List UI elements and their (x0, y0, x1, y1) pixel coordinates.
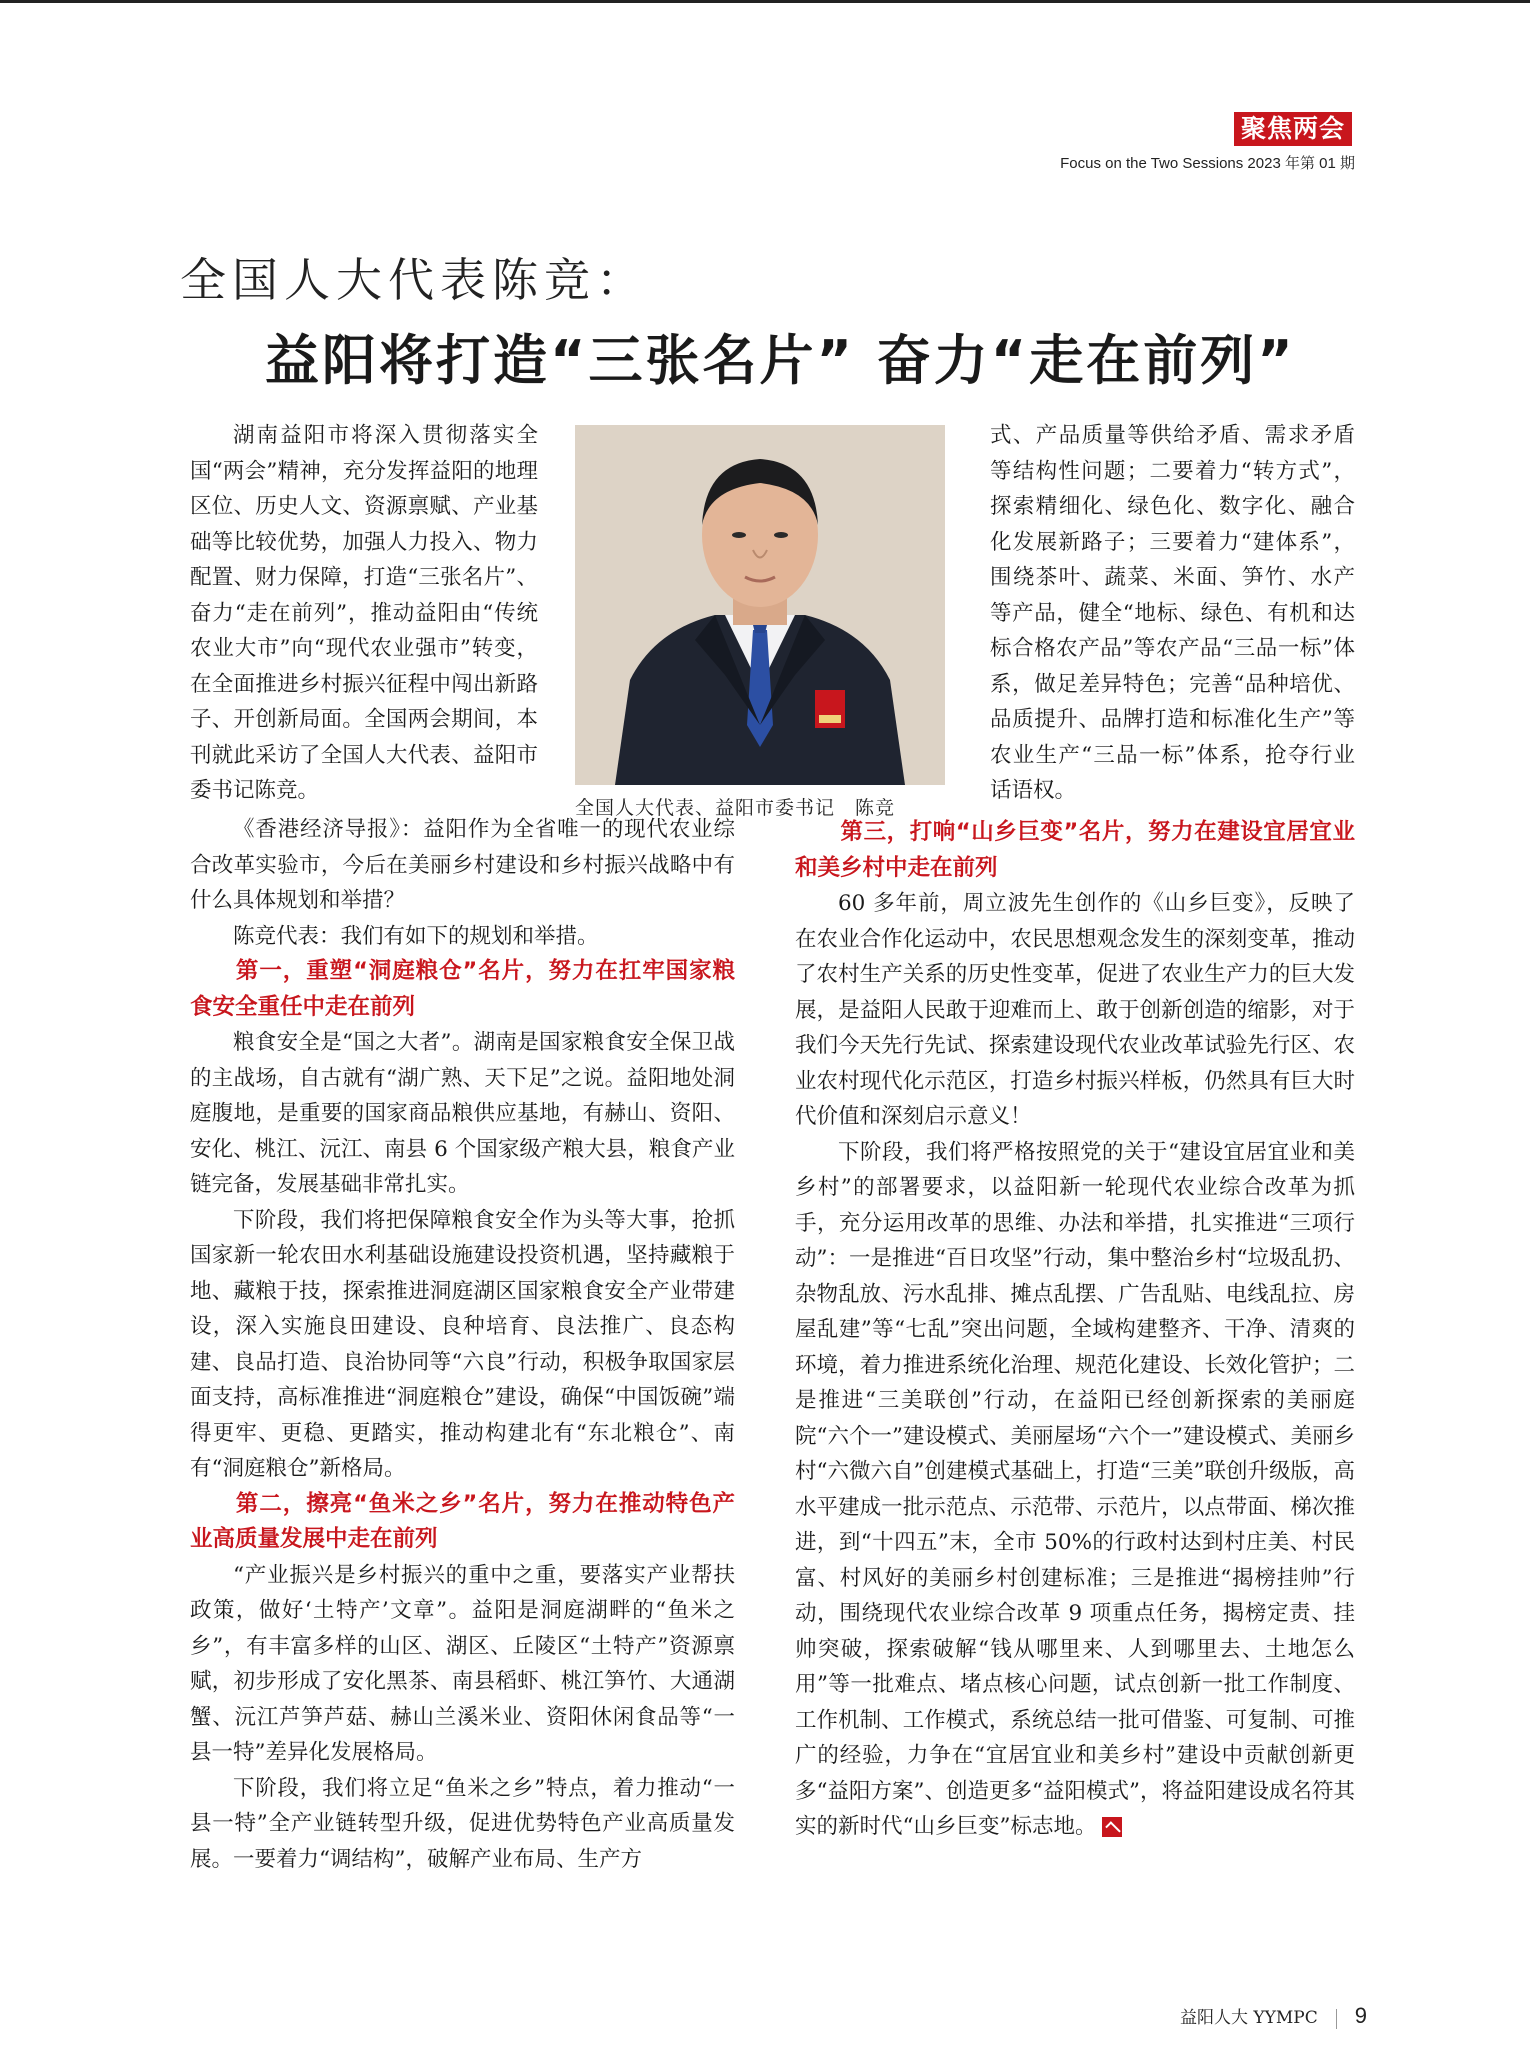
paragraph-second-a: “产业振兴是乡村振兴的重中之重，要落实产业帮扶政策，做好‘土特产’文章”。益阳是洞庭湖畔的“鱼米之乡”，有丰富多样的山区、湖区、丘陵区“土特产”资源禀赋，初步形成了安化黑茶、南县稻虾、桃江笋竹、大通湖蟹、沅江芦笋芦菇、赫山兰溪米业、资阳休闲食品等“一县一特”差异化发展格局。 (190, 1562, 735, 1765)
paragraph-first-a: 粮食安全是“国之大者”。湖南是国家粮食安全保卫战的主战场，自古就有“湖广熟、天下足”之说。益阳地处洞庭腹地，是重要的国家商品粮供应基地，有赫山、资阳、安化、桃江、沅江、南县 6 个国家级产粮大县，粮食产业链完备，发展基础非常扎实。 (190, 1030, 735, 1197)
article-title-line2: 益阳将打造“三张名片” 奋力“走在前列” (265, 329, 1296, 392)
issue-subtitle: Focus on the Two Sessions 2023 年第 01 期 (1060, 155, 1355, 172)
paragraph-third-b: 下阶段，我们将严格按照党的关于“建设宜居宜业和美乡村”的部署要求，以益阳新一轮现代农业综合改革为抓手，充分运用改革的思维、办法和举措，扎实推进“三项行动”：一是推进“百日攻坚”行动，集中整治乡村“垃圾乱扔、杂物乱放、污水乱排、摊点乱摆、广告乱贴、电线乱拉、房屋乱建”等“七乱”突出问题，全域构建整齐、干净、清爽的环境，着力推进系统化治理、规范化建设、长效化管护；二是推进“三美联创”行动，在益阳已经创新探索的美丽庭院“六个一”建设模式、美丽屋场“六个一”建设模式、美丽乡村“六微六自”创建模式基础上，打造“三美”联创升级版，高水平建成一批示范点、示范带、示范片，以点带面、梯次推进，到“十四五”末，全市 50%的行政村达到村庄美、村民富、村风好的美丽乡村创建标准；三是推进“揭榜挂帅”行动，围绕现代农业综合改革 9 项重点任务，揭榜定责、挂帅突破，探索破解“钱从哪里来、人到哪里去、土地怎么用”等一批难点、堵点核心问题，试点创新一批工作制度、工作机制、工作模式，系统总结一批可借鉴、可复制、可推广的经验，力争在“宜居宜业和美乡村”建设中贡献创新更多“益阳方案”、创造更多“益阳模式”，将益阳建设成名符其实的新时代“山乡巨变”标志地。 (795, 1139, 1355, 1839)
heading-second: 第二，擦亮“鱼米之乡”名片，努力在推动特色产业高质量发展中走在前列 (190, 1490, 735, 1552)
article-title-line1: 全国人大代表陈竞： (180, 253, 648, 307)
paragraph-second-b: 下阶段，我们将立足“鱼米之乡”特点，着力推动“一县一特”全产业链转型升级，促进优势特色产业高质量发展。一要着力“调结构”，破解产业布局、生产方 (190, 1775, 735, 1872)
left-column (190, 812, 735, 1877)
intro-paragraph: 湖南益阳市将深入贯彻落实全国“两会”精神，充分发挥益阳的地理区位、历史人文、资源禀赋、产业基础等比较优势，加强人力投入、物力配置、财力保障，打造“三张名片”、奋力“走在前列”，推动益阳由“传统农业大市”向“现代农业强市”转变，在全面推进乡村振兴征程中闯出新路子、开创新局面。全国两会期间，本刊就此采访了全国人大代表、益阳市委书记陈竞。 (190, 423, 538, 803)
paragraph-first-b: 下阶段，我们将把保障粮食安全作为头等大事，抢抓国家新一轮农田水利基础设施建设投资机遇，坚持藏粮于地、藏粮于技，探索推进洞庭湖区国家粮食安全产业带建设，深入实施良田建设、良种培育、良法推广、良态构建、良品打造、良治协同等“六良”行动，积极争取国家层面支持，高标准推进“洞庭粮仓”建设，确保“中国饭碗”端得更牢、更稳、更踏实，推动构建北有“东北粮仓”、南有“洞庭粮仓”新格局。 (190, 1207, 735, 1481)
end-of-article-icon (1102, 1817, 1122, 1837)
footer-divider (1336, 2009, 1337, 2029)
page-number: 9 (1354, 2003, 1367, 2028)
right-column (795, 418, 1355, 809)
publication-name: 益阳人大 YYMPC (1180, 2008, 1318, 2028)
top-rule (0, 0, 1530, 3)
heading-first: 第一，重塑“洞庭粮仓”名片，努力在扛牢国家粮食安全重任中走在前列 (190, 958, 735, 1020)
interview-answer: 陈竞代表：我们有如下的规划和举措。 (233, 923, 599, 949)
photo-caption: 全国人大代表、益阳市委书记 陈竞 (575, 797, 896, 819)
right-column-lower (795, 815, 1355, 1845)
interview-question: 《香港经济导报》：益阳作为全省唯一的现代农业综合改革实验市，今后在美丽乡村建设和乡村振兴战略中有什么具体规划和举措？ (190, 817, 735, 913)
page-footer (1180, 2003, 1367, 2029)
right-column-continuation: 式、产品质量等供给矛盾、需求矛盾等结构性问题；二要着力“转方式”，探索精细化、绿色化、数字化、融合化发展新路子；三要着力“建体系”，围绕茶叶、蔬菜、米面、笋竹、水产等产品，健全“地标、绿色、有机和达标合格农产品”等农产品“三品一标”体系，做足差异特色；完善“品种培优、品质提升、品牌打造和标准化生产”等农业生产“三品一标”体系，抢夺行业话语权。 (990, 423, 1355, 803)
paragraph-third-a: 60 多年前，周立波先生创作的《山乡巨变》，反映了在农业合作化运动中，农民思想观念发生的深刻变革，推动了农村生产关系的历史性变革，促进了农业生产力的巨大发展，是益阳人民敢于迎难而上、敢于创新创造的缩影，对于我们今天先行先试、探索建设现代农业改革试验先行区、农业农村现代化示范区，打造乡村振兴样板，仍然具有巨大时代价值和深刻启示意义！ (795, 891, 1355, 1129)
section-tag: 聚焦两会 (1234, 112, 1352, 146)
intro-column (190, 418, 538, 809)
heading-third: 第三，打响“山乡巨变”名片，努力在建设宜居宜业和美乡村中走在前列 (795, 819, 1355, 881)
